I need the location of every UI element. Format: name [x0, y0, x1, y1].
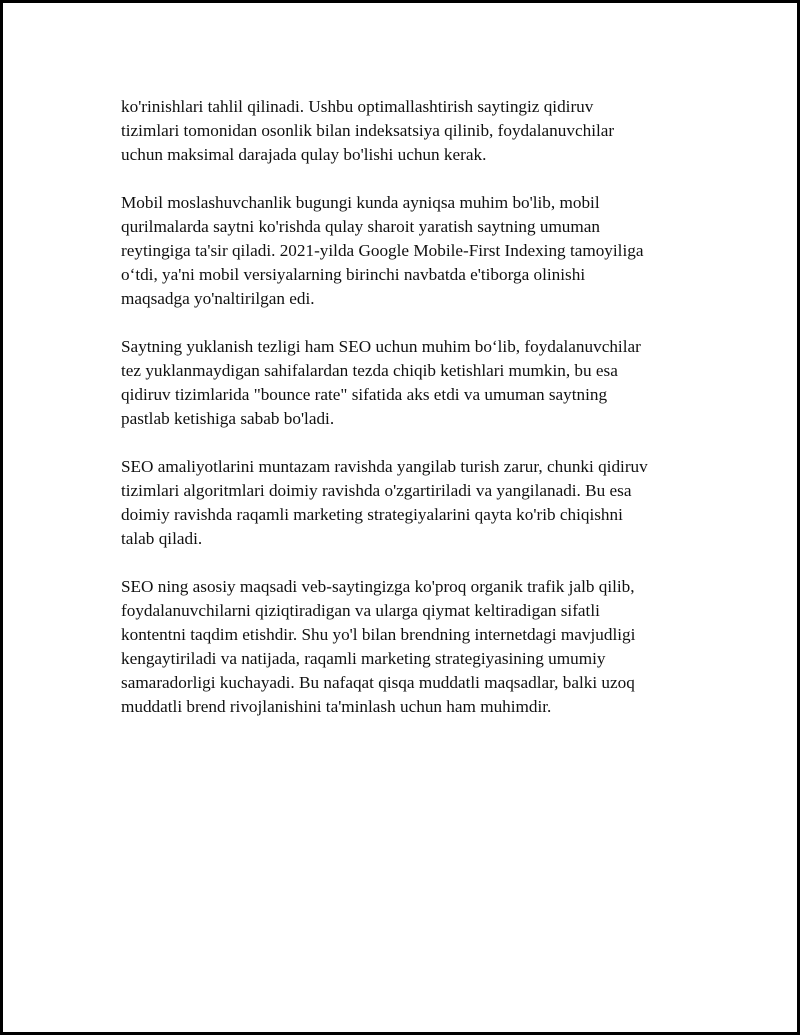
- paragraph-indexing: ko'rinishlari tahlil qilinadi. Ushbu optimallashtirish saytingiz qidiruv tizimlari tomonidan osonlik bilan indeksatsiya qilinib, foydalanuvchilar uchun maksimal darajada qulay bo'lishi uchun kerak.: [121, 97, 615, 164]
- document-body: [121, 95, 691, 719]
- paragraph-mobile-adaptability: Mobil moslashuvchanlik bugungi kunda ayniqsa muhim bo'lib, mobil qurilmalarda saytni ko'rishda qulay sharoit yaratish saytning umuman reytingiga ta'sir qiladi. 2021-yilda Google Mobile-First Indexing tamoyiliga o‘tdi, ya'ni mobil versiyalarning birinchi navbatda e'tiborga olinishi maqsadga yo'naltirilgan edi.: [121, 193, 644, 308]
- paragraph-seo-goal: SEO ning asosiy maqsadi veb-saytingizga ko'proq organik trafik jalb qilib, foydalanuvchilarni qiziqtiradigan va ularga qiymat keltiradigan sifatli kontentni taqdim etishdir. Shu yo'l bilan brendning internetdagi mavjudligi kengaytiriladi va natijada, raqamli marketing strategiyasining umumiy samaradorligi kuchayadi. Bu nafaqat qisqa muddatli maqsadlar, balki uzoq muddatli brend rivojlanishini ta'minlash uchun ham muhimdir.: [121, 577, 636, 716]
- paragraph-page-speed: Saytning yuklanish tezligi ham SEO uchun muhim bo‘lib, foydalanuvchilar tez yuklanmaydigan sahifalardan tezda chiqib ketishlari mumkin, bu esa qidiruv tizimlarida "bounce rate" sifatida aks etdi va umuman saytning pastlab ketishiga sabab bo'ladi.: [121, 337, 641, 428]
- paragraph-seo-updates: SEO amaliyotlarini muntazam ravishda yangilab turish zarur, chunki qidiruv tizimlari algoritmlari doimiy ravishda o'zgartiriladi va yangilanadi. Bu esa doimiy ravishda raqamli marketing strategiyalarini qayta ko'rib chiqishni talab qiladi.: [121, 457, 648, 548]
